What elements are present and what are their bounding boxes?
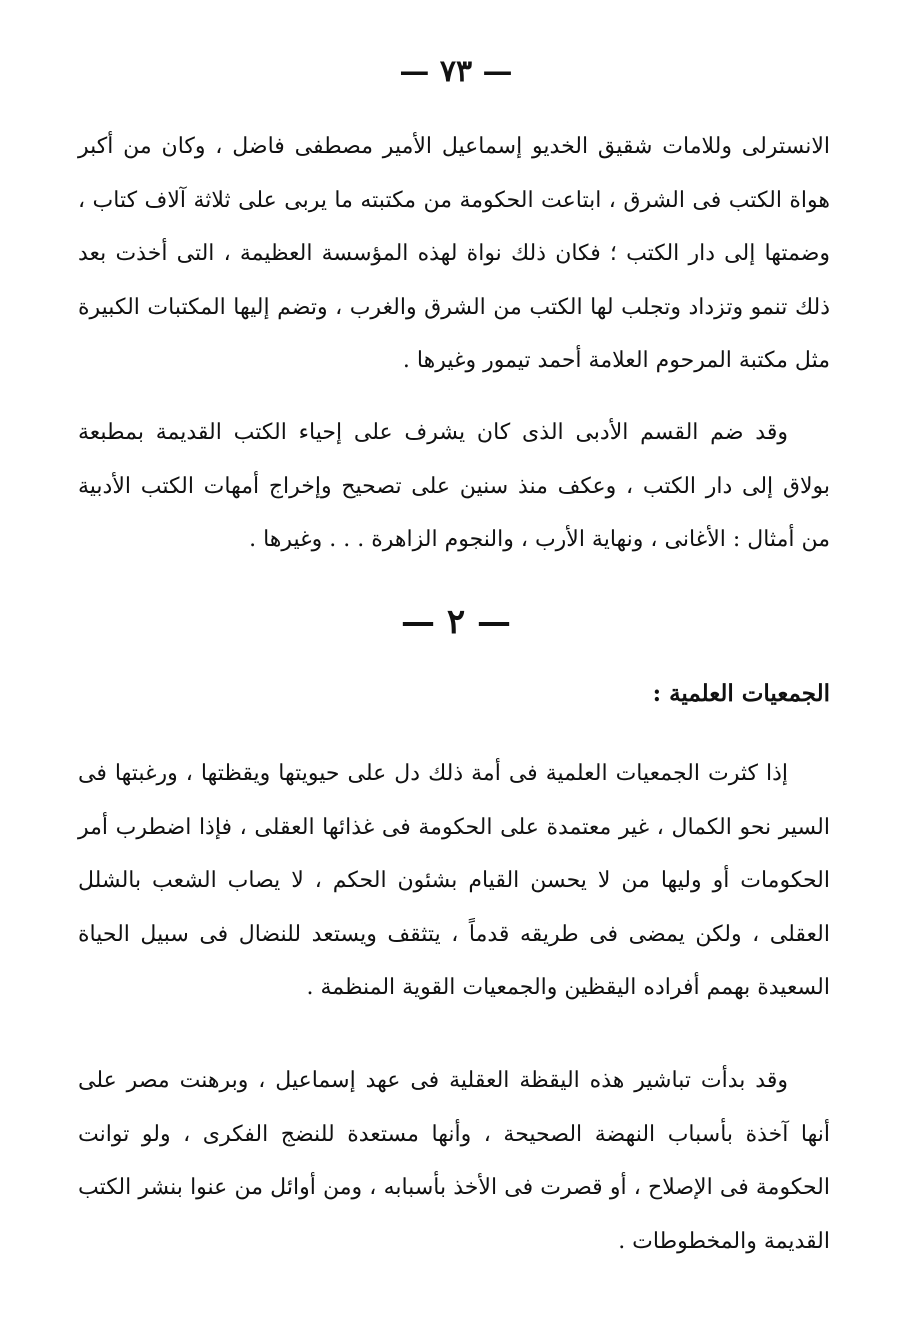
section-number: — ٢ — — [401, 602, 511, 642]
paragraph-1: الانسترلى وللامات شقيق الخديو إسماعيل الأمير مصطفى فاضل ، وكان من أكبر هواة الكتب فى الشرق ، ابتاعت الحكومة من مكتبته ما يربى على ثلاثة آلاف كتاب ، وضمتها إلى دار الكتب ؛ فكان ذلك نواة لهذه المؤسسة العظيمة ، التى أخذت بعد ذلك تنمو وتزداد وتجلب لها الكتب من الشرق والغرب ، وتضم إليها المكتبات الكبيرة مثل مكتبة المرحوم العلامة أحمد تيمور وغيرها . — [78, 134, 830, 373]
page-number: — ٧٣ — — [399, 54, 513, 89]
paragraph-3: إذا كثرت الجمعيات العلمية فى أمة ذلك دل على حيويتها ويقظتها ، ورغبتها فى السير نحو الكمال ، غير معتمدة على الحكومة فى غذائها العقلى ، فإذا اضطرب أمر الحكومات أو وليها من لا يحسن القيام بشئون الحكم ، لا يصاب الشعب بالشلل العقلى ، ولكن يمضى فى طريقه قدماً ، يتثقف ويستعد للنضال فى سبيل الحياة السعيدة بهمم أفراده اليقظين والجمعيات القوية المنظمة . — [78, 761, 830, 1000]
paragraph-4: وقد بدأت تباشير هذه اليقظة العقلية فى عهد إسماعيل ، وبرهنت مصر على أنها آخذة بأسباب النهضة الصحيحة ، وأنها مستعدة للنضج الفكرى ، ولو توانت الحكومة فى الإصلاح ، أو قصرت فى الأخذ بأسبابه ، ومن أوائل من عنوا بنشر الكتب القديمة والمخطوطات . — [78, 1068, 830, 1254]
paragraph-2: وقد ضم القسم الأدبى الذى كان يشرف على إحياء الكتب القديمة بمطبعة بولاق إلى دار الكتب ، وعكف منذ سنين على تصحيح وإخراج أمهات الكتب الأدبية من أمثال : الأغانى ، ونهاية الأرب ، والنجوم الزاهرة . . . وغيرها . — [78, 420, 830, 552]
section-heading: الجمعيات العلمية : — [652, 680, 830, 707]
